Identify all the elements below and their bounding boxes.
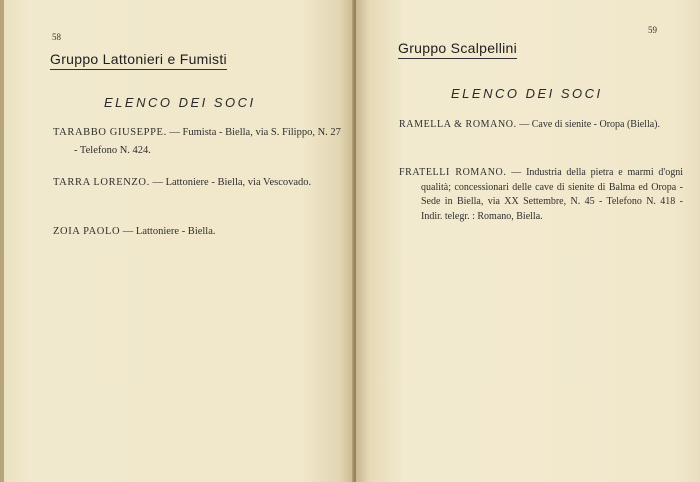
member-details: — Lattoniere - Biella. xyxy=(120,226,216,237)
page-edge xyxy=(0,0,4,482)
member-entry xyxy=(399,166,683,224)
member-name: FRATELLI ROMANO. xyxy=(399,167,507,178)
member-entry xyxy=(53,174,340,192)
member-entry xyxy=(399,118,683,133)
page-number: 59 xyxy=(648,25,657,35)
list-heading: ELENCO DEI SOCI xyxy=(451,86,603,101)
member-name: TARABBO GIUSEPPE. xyxy=(53,127,167,138)
member-details: — Cave di sienite - Oropa (Biella). xyxy=(516,119,661,130)
group-title: Gruppo Scalpellini xyxy=(398,40,517,59)
list-heading: ELENCO DEI SOCI xyxy=(104,95,256,110)
right-page xyxy=(356,0,700,482)
group-title: Gruppo Lattonieri e Fumisti xyxy=(50,51,227,70)
member-entry xyxy=(53,223,340,241)
page-number: 58 xyxy=(52,32,61,42)
member-details: — Industria della pietra e marmi d'ogni qualità; concessionari delle cave di sienite di Balma ed Oropa - Sede in Biella, via XX Settembre, N. 45 - Telefono N. 418 - Indir. telegr. : Romano, Biella. xyxy=(421,167,683,222)
member-entry xyxy=(53,124,342,160)
member-name: TARRA LORENZO. xyxy=(53,177,150,188)
member-name: RAMELLA & ROMANO. xyxy=(399,119,517,130)
member-details: — Fumista - Biella, via S. Filippo, N. 27 - Telefono N. 424. xyxy=(74,127,341,156)
member-details: — Lattoniere - Biella, via Vescovado. xyxy=(149,177,312,188)
member-name: ZOIA PAOLO xyxy=(53,226,121,237)
